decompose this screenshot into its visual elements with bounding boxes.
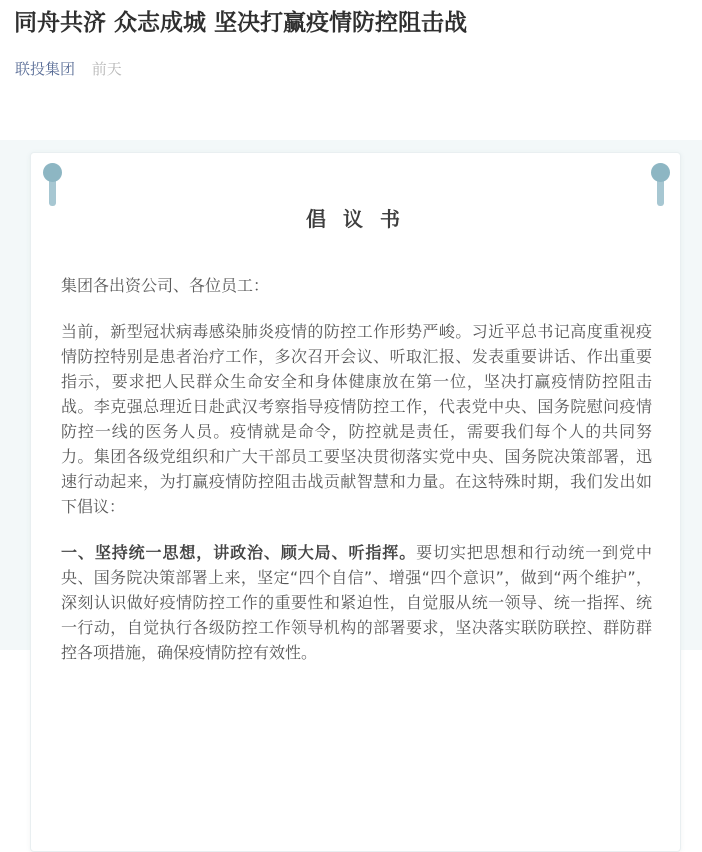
page-title: 同舟共济 众志成城 坚决打赢疫情防控阻击战 xyxy=(14,10,468,36)
pushpin-head xyxy=(651,163,670,182)
pushpin-stem xyxy=(657,178,664,206)
byline xyxy=(15,59,122,79)
paragraph xyxy=(61,540,652,665)
salutation: 集团各出资公司、各位员工： xyxy=(61,276,270,295)
article-header xyxy=(0,0,702,140)
paragraph: 当前，新型冠状病毒感染肺炎疫情的防控工作形势严峻。习近平总书记高度重视疫情防控特别是患者治疗工作，多次召开会议、听取汇报、发表重要讲话、作出重要指示，要求把人民群众生命安全和身体健康放在第一位，坚决打赢疫情防控阻击战。李克强总理近日赴武汉考察指导疫情防控工作，代表党中央、国务院慰问疫情防控一线的医务人员。疫情就是命令，防控就是责任，需要我们每个人的共同努力。集团各级党组织和广大干部员工要坚决贯彻落实党中央、国务院决策部署，迅速行动起来，为打赢疫情防控阻击战贡献智慧和力量。在这特殊时期，我们发出如下倡议： xyxy=(61,322,652,516)
proposal-card xyxy=(30,152,681,852)
proposal-heading: 倡 议 书 xyxy=(306,207,405,231)
pushpin-head xyxy=(43,163,62,182)
publish-time: 前天 xyxy=(91,60,122,78)
pushpin-stem xyxy=(49,178,56,206)
paragraph-text: 要切实把思想和行动统一到党中央、国务院决策部署上来，坚定“四个自信”、增强“四个意识”，做到“两个维护”，深刻认识做好疫情防控工作的重要性和紧迫性，自觉服从统一领导、统一指挥、统一行动，自觉执行各级防控工作领导机构的部署要求，坚决落实联防联控、群防群控各项措施，确保疫情防控有效性。 xyxy=(61,543,652,662)
author-link[interactable]: 联投集团 xyxy=(15,60,76,78)
paragraph-bold-lead: 一、坚持统一思想，讲政治、顾大局、听指挥。 xyxy=(61,543,417,562)
proposal-body xyxy=(61,273,652,686)
